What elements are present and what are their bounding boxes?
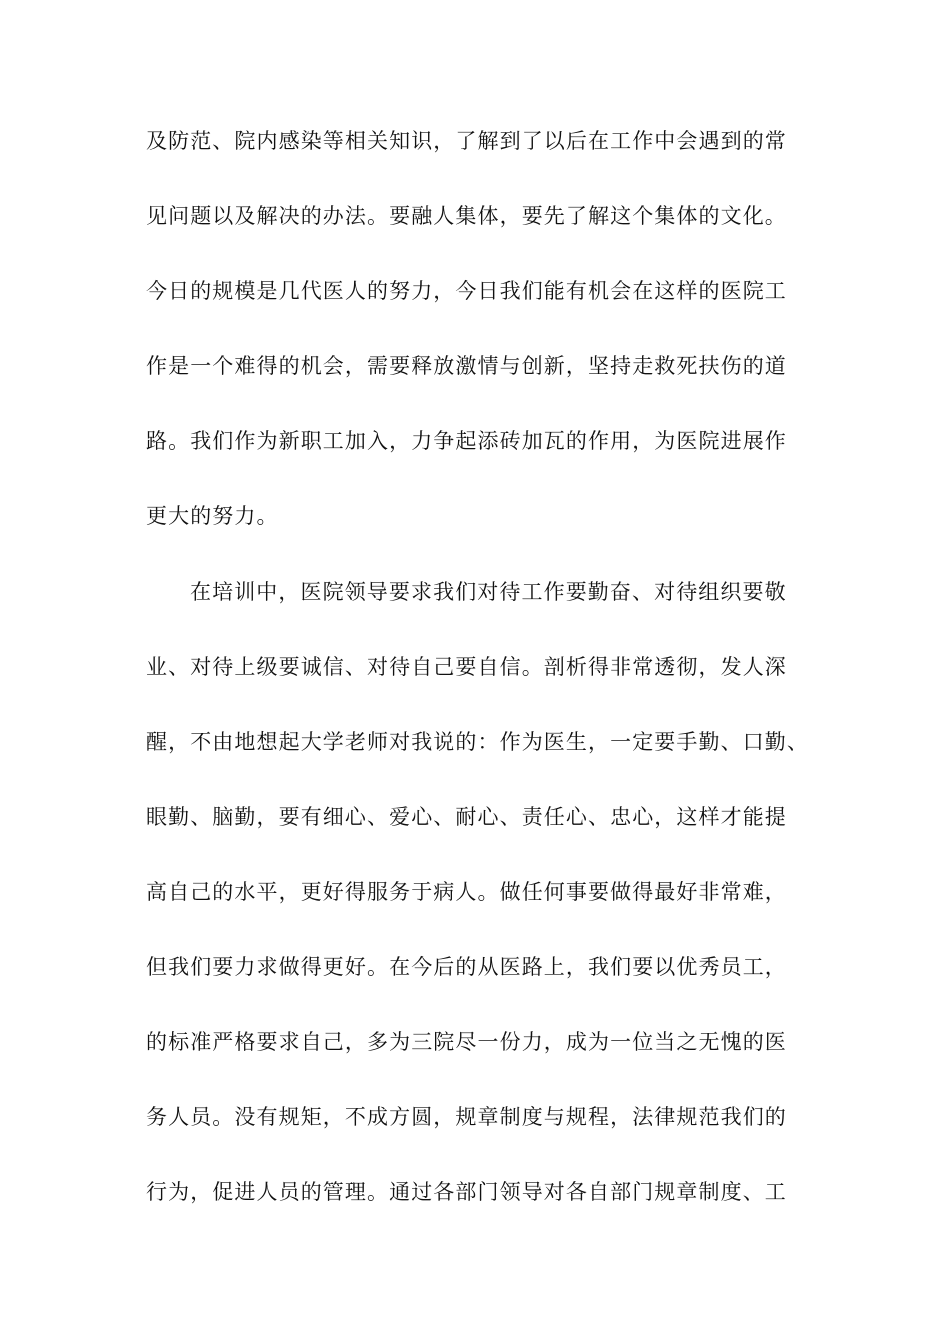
- text-line: 高自己的水平，更好得服务于病人。做任何事要做得最好非常难，: [146, 879, 787, 904]
- text-line: 见问题以及解决的办法。要融人集体，要先了解这个集体的文化。: [146, 204, 787, 229]
- text-line: 务人员。没有规矩，不成方圆，规章制度与规程，法律规范我们的: [146, 1105, 787, 1130]
- text-line: 今日的规模是几代医人的努力，今日我们能有机会在这样的医院工: [146, 279, 787, 304]
- text-line: 更大的努力。: [146, 504, 279, 529]
- text-line: 眼勤、脑勤，要有细心、爱心、耐心、责任心、忠心，这样才能提: [146, 804, 787, 829]
- body-text: [146, 130, 826, 1256]
- text-line: 的标准严格要求自己，多为三院尽一份力，成为一位当之无愧的医: [146, 1030, 787, 1055]
- text-line: 作是一个难得的机会，需要释放激情与创新，坚持走救死扶伤的道: [146, 354, 787, 379]
- text-line: 路。我们作为新职工加入，力争起添砖加瓦的作用，为医院进展作: [146, 429, 787, 454]
- text-line: 醒，不由地想起大学老师对我说的：作为医生，一定要手勤、口勤、: [146, 729, 809, 754]
- paragraph-start-line: 在培训中，医院领导要求我们对待工作要勤奋、对待组织要敬: [190, 579, 787, 604]
- text-line: 及防范、院内感染等相关知识，了解到了以后在工作中会遇到的常: [146, 129, 787, 153]
- text-line: 但我们要力求做得更好。在今后的从医路上，我们要以优秀员工，: [146, 955, 787, 980]
- text-line: 业、对待上级要诚信、对待自己要自信。剖析得非常透彻，发人深: [146, 654, 787, 679]
- text-line: 行为，促进人员的管理。通过各部门领导对各自部门规章制度、工: [146, 1180, 787, 1205]
